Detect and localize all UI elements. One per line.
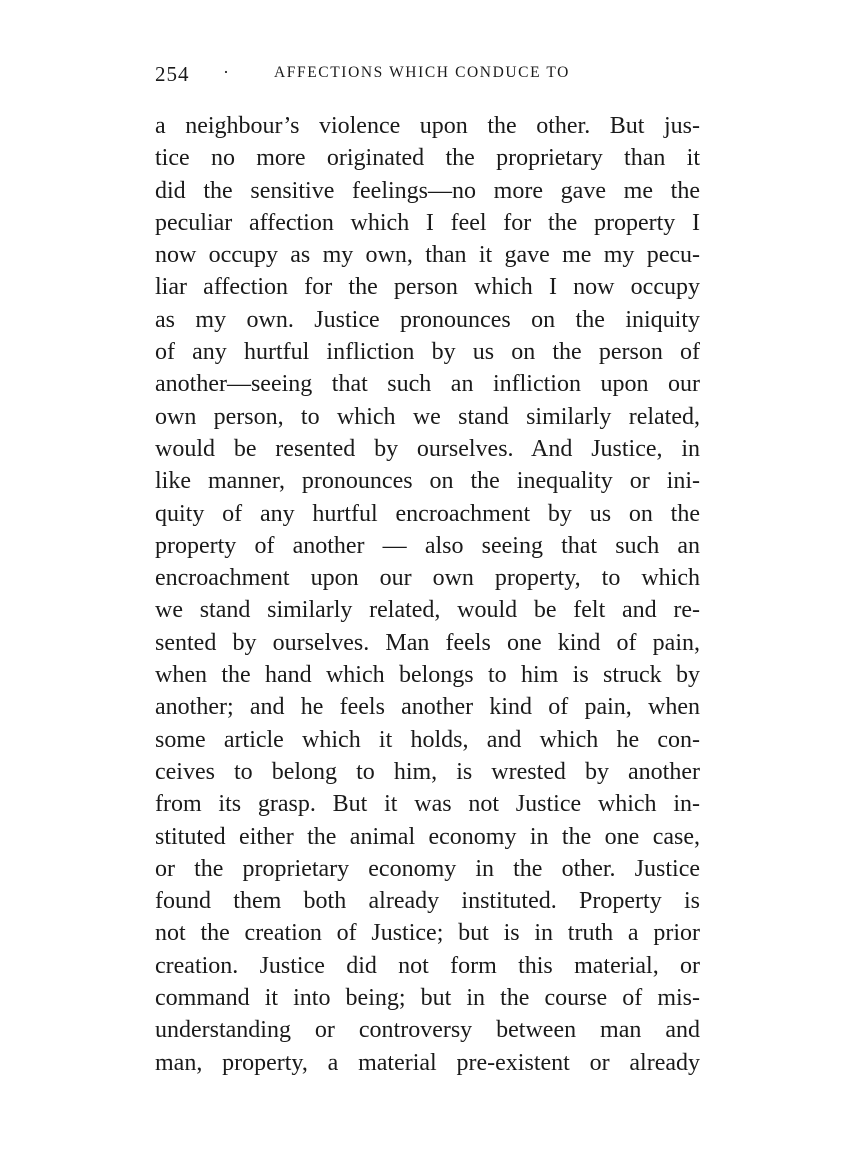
text-line: as my own. Justice pronounces on the iniquity bbox=[155, 306, 700, 333]
text-line: not the creation of Justice; but is in truth a prior bbox=[155, 920, 700, 947]
text-line: when the hand which belongs to him is struck by bbox=[155, 662, 700, 689]
text-line: own person, to which we stand similarly related, bbox=[155, 403, 700, 430]
text-line: creation. Justice did not form this material, or bbox=[155, 952, 700, 979]
text-line: found them both already instituted. Property is bbox=[155, 888, 700, 915]
text-line: from its grasp. But it was not Justice which in- bbox=[155, 791, 700, 818]
text-line: another—seeing that such an infliction upon our bbox=[155, 371, 700, 398]
text-line: ceives to belong to him, is wrested by another bbox=[155, 758, 700, 785]
text-line: a neighbour’s violence upon the other. But jus- bbox=[155, 113, 700, 139]
running-head bbox=[150, 62, 710, 92]
text-line: stituted either the animal economy in the one case, bbox=[155, 823, 700, 850]
text-line: quity of any hurtful encroachment by us on the bbox=[155, 500, 700, 527]
text-line: did the sensitive feelings—no more gave me the bbox=[155, 177, 700, 204]
text-line: property of another — also seeing that such an bbox=[155, 532, 700, 559]
header-separator: · bbox=[223, 62, 229, 82]
text-line: like manner, pronounces on the inequality or ini- bbox=[155, 468, 700, 495]
text-line: man, property, a material pre-existent or already bbox=[155, 1049, 700, 1076]
text-line: of any hurtful infliction by us on the person of bbox=[155, 339, 700, 366]
text-line: now occupy as my own, than it gave me my pecu- bbox=[155, 242, 700, 269]
page-number: 254 bbox=[155, 62, 190, 86]
text-line: another; and he feels another kind of pain, when bbox=[155, 694, 700, 721]
text-line: some article which it holds, and which he con- bbox=[155, 726, 700, 753]
text-line: sented by ourselves. Man feels one kind of pain, bbox=[155, 629, 700, 656]
body-text bbox=[155, 110, 700, 1079]
text-line: encroachment upon our own property, to which bbox=[155, 565, 700, 592]
text-line: understanding or controversy between man and bbox=[155, 1017, 700, 1044]
text-line: peculiar affection which I feel for the property I bbox=[155, 209, 700, 236]
text-line: or the proprietary economy in the other. Justice bbox=[155, 855, 700, 882]
running-title: AFFECTIONS WHICH CONDUCE TO bbox=[274, 64, 570, 81]
text-line: liar affection for the person which I now occupy bbox=[155, 274, 700, 301]
text-line: we stand similarly related, would be felt and re- bbox=[155, 597, 700, 624]
text-line: tice no more originated the proprietary than it bbox=[155, 145, 700, 172]
text-line: command it into being; but in the course of mis- bbox=[155, 985, 700, 1012]
text-line: would be resented by ourselves. And Justice, in bbox=[155, 435, 700, 462]
